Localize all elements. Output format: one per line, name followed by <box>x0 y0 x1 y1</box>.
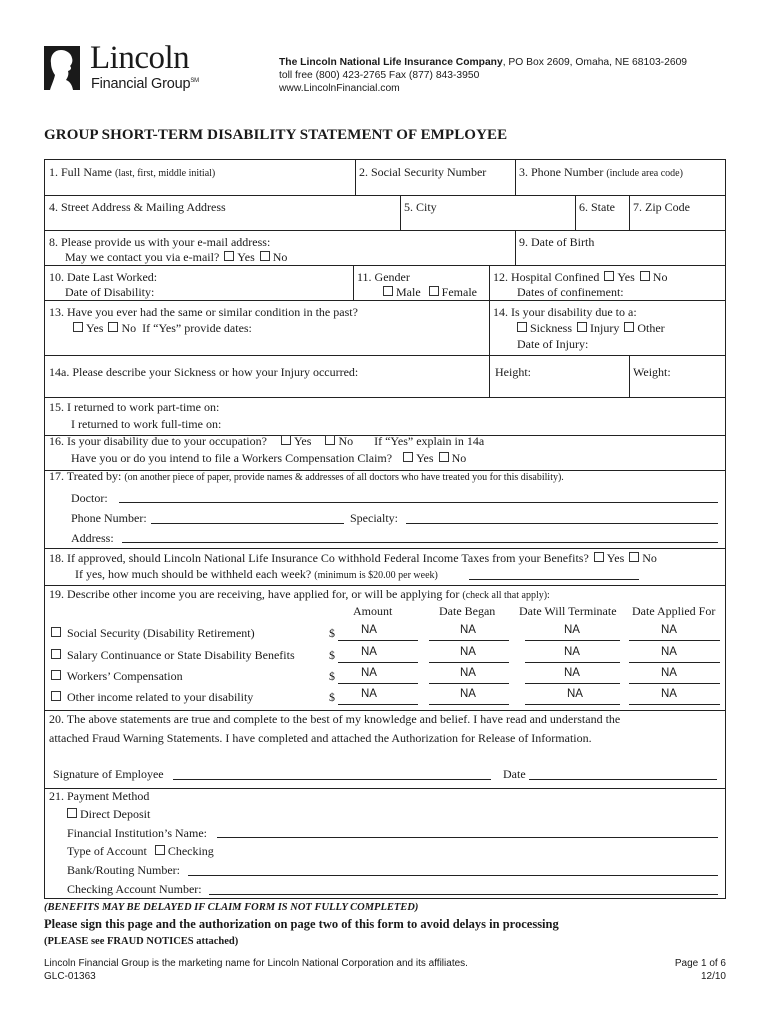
email-label: 8. Please provide us with your e-mail address: <box>49 235 271 249</box>
routing-number-label: Bank/Routing Number: <box>67 863 180 877</box>
hospital-no-checkbox[interactable] <box>640 271 650 281</box>
date-applied-value: NA <box>661 688 677 700</box>
tax-no-checkbox[interactable] <box>629 552 639 562</box>
weight-label: Weight: <box>633 365 671 379</box>
treated-by-label: 17. Treated by: (on another piece of paper, provide names & addresses of all doctors who have treated you for this disability). <box>49 469 564 483</box>
signature-line[interactable] <box>173 779 491 780</box>
gender-options: Male Female <box>381 285 477 300</box>
date-label: Date <box>503 767 526 781</box>
date-terminate-line[interactable] <box>525 662 620 663</box>
date-terminate-line[interactable] <box>525 683 620 684</box>
sign-notice: Please sign this page and the authorization on page two of this form to avoid delays in processing <box>44 917 559 931</box>
financial-institution-label: Financial Institution’s Name: <box>67 826 207 840</box>
date-line[interactable] <box>529 779 717 780</box>
company-website: www.LincolnFinancial.com <box>279 83 400 94</box>
income-row-other: Other income related to your disability <box>49 690 253 705</box>
currency-symbol: $ <box>329 626 335 640</box>
disability-cause-options: Sickness Injury Other <box>515 321 665 336</box>
date-last-worked-label: 10. Date Last Worked: <box>49 270 158 284</box>
city-label: 5. City <box>404 200 437 214</box>
amount-value: NA <box>361 646 377 658</box>
doctor-label: Doctor: <box>71 491 108 505</box>
full-name-label: 1. Full Name (last, first, middle initial) <box>49 165 216 179</box>
amount-line[interactable] <box>338 662 418 663</box>
routing-number-line[interactable] <box>188 875 718 876</box>
amount-line[interactable] <box>338 704 418 705</box>
date-began-line[interactable] <box>429 704 509 705</box>
injury-checkbox[interactable] <box>577 322 587 332</box>
sickness-checkbox[interactable] <box>517 322 527 332</box>
amount-value: NA <box>361 624 377 636</box>
fraud-notice: (PLEASE see FRAUD NOTICES attached) <box>44 936 239 947</box>
occupation-question: 16. Is your disability due to your occupation? Yes No If “Yes” explain in 14a <box>49 434 485 448</box>
currency-symbol: $ <box>329 690 335 704</box>
date-began-header: Date Began <box>439 604 496 618</box>
male-checkbox[interactable] <box>383 286 393 296</box>
claim-form <box>44 159 726 899</box>
prior-yes-checkbox[interactable] <box>73 322 83 332</box>
dates-confinement-label: Dates of confinement: <box>517 285 624 299</box>
date-terminate-value: NA <box>564 667 580 679</box>
doctor-phone-line[interactable] <box>151 523 344 524</box>
date-applied-value: NA <box>661 646 677 658</box>
company-address: , PO Box 2609, Omaha, NE 68103-2609 <box>502 57 688 68</box>
tax-yes-checkbox[interactable] <box>594 552 604 562</box>
date-terminate-value: NA <box>564 646 580 658</box>
state-label: 6. State <box>579 200 615 214</box>
delay-notice: (BENEFITS MAY BE DELAYED IF CLAIM FORM IS NOT FULLY COMPLETED) <box>44 902 419 913</box>
form-title: GROUP SHORT-TERM DISABILITY STATEMENT OF EMPLOYEE <box>44 127 508 143</box>
email-no-checkbox[interactable] <box>260 251 270 261</box>
prior-condition-label: 13. Have you ever had the same or similar condition in the past? <box>49 305 358 319</box>
date-began-line[interactable] <box>429 683 509 684</box>
other-income-label: 19. Describe other income you are receiving, have applied for, or will be applying for (check all that apply): <box>49 587 550 601</box>
tax-withhold-question: 18. If approved, should Lincoln National Life Insurance Co withhold Federal Income Taxes from your Benefits? Yes No <box>49 551 657 565</box>
workers-comp-checkbox[interactable] <box>51 670 61 680</box>
dob-label: 9. Date of Birth <box>519 235 595 249</box>
doctor-address-label: Address: <box>71 531 114 545</box>
workers-comp-yes-checkbox[interactable] <box>403 452 413 462</box>
date-began-line[interactable] <box>429 662 509 663</box>
direct-deposit-option: Direct Deposit <box>65 807 150 822</box>
company-phone: toll free (800) 423-2765 Fax (877) 843-3950 <box>279 70 480 81</box>
street-address-label: 4. Street Address & Mailing Address <box>49 200 226 214</box>
amount-value: NA <box>361 688 377 700</box>
date-of-injury-label: Date of Injury: <box>517 337 589 351</box>
income-row-salary-continuance: Salary Continuance or State Disability Benefits <box>49 648 295 663</box>
attestation-line-1: 20. The above statements are true and complete to the best of my knowledge and belief. I have read and understand the <box>49 712 621 726</box>
specialty-label: Specialty: <box>350 511 398 525</box>
income-row-workers-comp: Workers’ Compensation <box>49 669 183 684</box>
zip-label: 7. Zip Code <box>633 200 690 214</box>
other-checkbox[interactable] <box>624 322 634 332</box>
account-number-line[interactable] <box>209 894 718 895</box>
account-type-label: Type of Account Checking <box>67 844 214 858</box>
logo-name: Lincoln <box>90 40 190 76</box>
date-began-value: NA <box>460 646 476 658</box>
date-of-disability-label: Date of Disability: <box>65 285 155 299</box>
date-applied-line[interactable] <box>629 683 720 684</box>
date-terminate-value: NA <box>564 624 580 636</box>
describe-sickness-label: 14a. Please describe your Sickness or how your Injury occurred: <box>49 365 359 379</box>
date-applied-value: NA <box>661 667 677 679</box>
other-income-checkbox[interactable] <box>51 691 61 701</box>
company-name: The Lincoln National Life Insurance Company <box>279 57 503 68</box>
disability-cause-label: 14. Is your disability due to a: <box>493 305 637 319</box>
female-checkbox[interactable] <box>429 286 439 296</box>
occupation-yes-checkbox[interactable] <box>281 435 291 445</box>
page-number: Page 1 of 6 <box>674 958 726 969</box>
date-terminate-line[interactable] <box>525 704 620 705</box>
workers-comp-question: Have you or do you intend to file a Workers Compensation Claim? Yes No <box>71 451 467 465</box>
date-terminate-header: Date Will Terminate <box>519 604 617 618</box>
hospital-confined-label: 12. Hospital Confined Yes No <box>493 270 668 284</box>
withhold-amount-label: If yes, how much should be withheld each week? (minimum is $20.00 per week) <box>75 567 438 581</box>
gender-label: 11. Gender <box>357 270 410 284</box>
attestation-line-2: attached Fraud Warning Statements. I have completed and attached the Authorization for Release of Information. <box>49 731 592 745</box>
lincoln-logo <box>42 40 242 96</box>
amount-header: Amount <box>353 604 393 618</box>
occupation-no-checkbox[interactable] <box>325 435 335 445</box>
return-part-time-label: 15. I returned to work part-time on: <box>49 400 220 414</box>
date-began-line[interactable] <box>429 640 509 641</box>
date-terminate-value: NA <box>567 688 583 700</box>
currency-symbol: $ <box>329 669 335 683</box>
social-security-checkbox[interactable] <box>51 627 61 637</box>
company-info <box>279 56 687 95</box>
ssn-label: 2. Social Security Number <box>359 165 487 179</box>
date-terminate-line[interactable] <box>525 640 620 641</box>
logo-subtitle: Financial Group℠ <box>91 76 199 92</box>
income-row-social-security: Social Security (Disability Retirement) <box>49 626 255 641</box>
prior-no-checkbox[interactable] <box>108 322 118 332</box>
phone-label: 3. Phone Number (include area code) <box>519 165 683 179</box>
date-applied-value: NA <box>661 624 677 636</box>
lincoln-silhouette-icon <box>42 44 82 92</box>
date-began-value: NA <box>460 667 476 679</box>
date-applied-line[interactable] <box>629 704 720 705</box>
salary-continuance-checkbox[interactable] <box>51 649 61 659</box>
doctor-phone-label: Phone Number: <box>71 511 147 525</box>
amount-line[interactable] <box>338 683 418 684</box>
doctor-address-line[interactable] <box>122 542 718 543</box>
doctor-line[interactable] <box>119 502 718 503</box>
currency-symbol: $ <box>329 648 335 662</box>
date-began-value: NA <box>460 624 476 636</box>
signature-label: Signature of Employee <box>53 767 164 781</box>
checking-checkbox[interactable] <box>155 845 165 855</box>
email-contact-question: May we contact you via e-mail? Yes No <box>65 250 288 264</box>
form-id: GLC-01363 <box>44 971 96 982</box>
account-number-label: Checking Account Number: <box>67 882 202 896</box>
direct-deposit-checkbox[interactable] <box>67 808 77 818</box>
amount-value: NA <box>361 667 377 679</box>
specialty-line[interactable] <box>406 523 718 524</box>
date-applied-line[interactable] <box>629 662 720 663</box>
workers-comp-no-checkbox[interactable] <box>439 452 449 462</box>
financial-institution-line[interactable] <box>217 837 718 838</box>
height-label: Height: <box>495 365 531 379</box>
date-began-value: NA <box>460 688 476 700</box>
hospital-yes-checkbox[interactable] <box>604 271 614 281</box>
payment-method-label: 21. Payment Method <box>49 789 150 803</box>
marketing-note: Lincoln Financial Group is the marketing name for Lincoln National Corporation and its affiliates. <box>44 958 468 969</box>
revision-date: 12/10 <box>700 971 726 982</box>
return-full-time-label: I returned to work full-time on: <box>71 417 222 431</box>
withhold-amount-line[interactable] <box>469 579 639 580</box>
date-applied-header: Date Applied For <box>632 604 716 618</box>
date-applied-line[interactable] <box>629 640 720 641</box>
email-yes-checkbox[interactable] <box>224 251 234 261</box>
amount-line[interactable] <box>338 640 418 641</box>
prior-condition-options: Yes No If “Yes” provide dates: <box>71 321 252 336</box>
